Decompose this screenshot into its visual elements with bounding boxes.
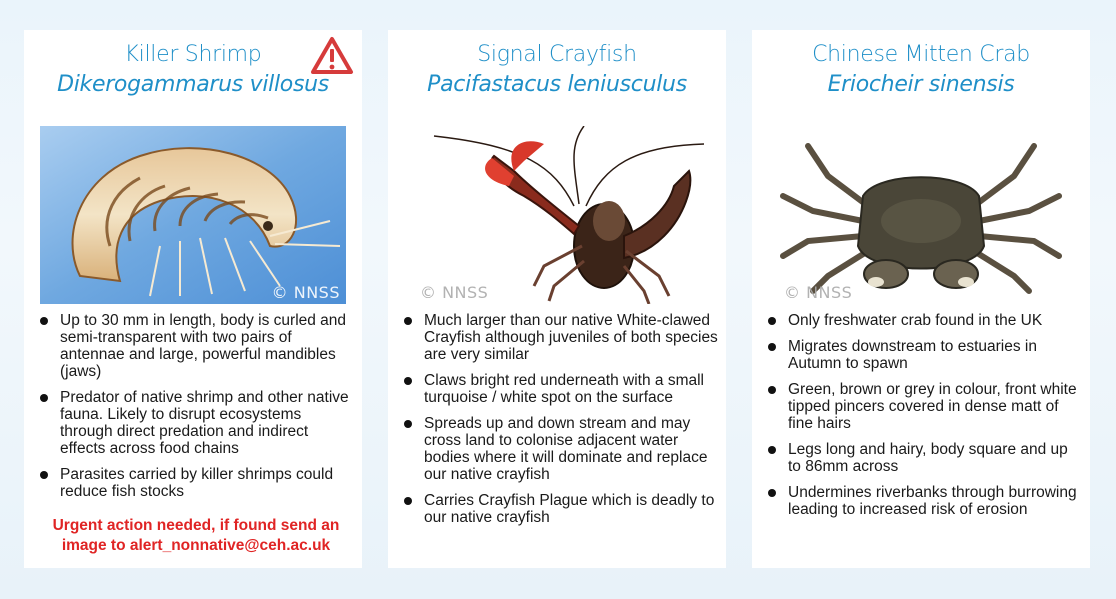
list-item: Spreads up and down stream and may cross land to colonise adjacent water bodies where it will dominate and replace our native crayfish — [400, 415, 718, 483]
card-title — [388, 40, 726, 100]
list-item: Up to 30 mm in length, body is curled and semi-transparent with two pairs of antennae and large, powerful mandibles (jaws) — [36, 312, 354, 380]
list-item: Predator of native shrimp and other native fauna. Likely to disrupt ecosystems through direct predation and indirect effects across food chains — [36, 389, 354, 457]
fact-list — [400, 312, 718, 535]
list-item: Parasites carried by killer shrimps could reduce fish stocks — [36, 466, 354, 500]
list-item: Claws bright red underneath with a small turquoise / white spot on the surface — [400, 372, 718, 406]
list-item: Migrates downstream to estuaries in Autumn to spawn — [764, 338, 1082, 372]
list-item: Only freshwater crab found in the UK — [764, 312, 1082, 329]
species-card-signal-crayfish — [388, 30, 726, 568]
chinese-mitten-crab-photo — [768, 126, 1074, 304]
common-name: Killer Shrimp — [124, 42, 262, 67]
photo-credit: © NNSS — [271, 283, 340, 302]
photo-credit: © NNSS — [420, 283, 489, 302]
list-item: Carries Crayfish Plague which is deadly to our native crayfish — [400, 492, 718, 526]
latin-name: Pacifastacus leniusculus — [427, 72, 687, 97]
species-card-chinese-mitten-crab — [752, 30, 1090, 568]
list-item: Legs long and hairy, body square and up to 86mm across — [764, 441, 1082, 475]
list-item: Undermines riverbanks through burrowing leading to increased risk of erosion — [764, 484, 1082, 518]
warning-triangle-icon — [310, 36, 354, 76]
killer-shrimp-photo — [40, 126, 346, 304]
latin-name: Eriocheir sinensis — [827, 72, 1015, 97]
fact-list — [764, 312, 1082, 527]
list-item: Much larger than our native White-clawed Crayfish although juveniles of both species are very similar — [400, 312, 718, 363]
urgent-action-notice: Urgent action needed, if found send an image to alert_nonnative@ceh.ac.uk — [52, 517, 340, 554]
card-title — [752, 40, 1090, 100]
signal-crayfish-photo — [404, 126, 710, 304]
fact-list — [36, 312, 354, 509]
common-name: Signal Crayfish — [477, 42, 637, 67]
species-card-killer-shrimp — [24, 30, 362, 568]
latin-name: Dikerogammarus villosus — [57, 72, 329, 97]
photo-credit: © NNSS — [784, 283, 853, 302]
list-item: Green, brown or grey in colour, front white tipped pincers covered in dense matt of fine hairs — [764, 381, 1082, 432]
common-name: Chinese Mitten Crab — [812, 42, 1030, 67]
